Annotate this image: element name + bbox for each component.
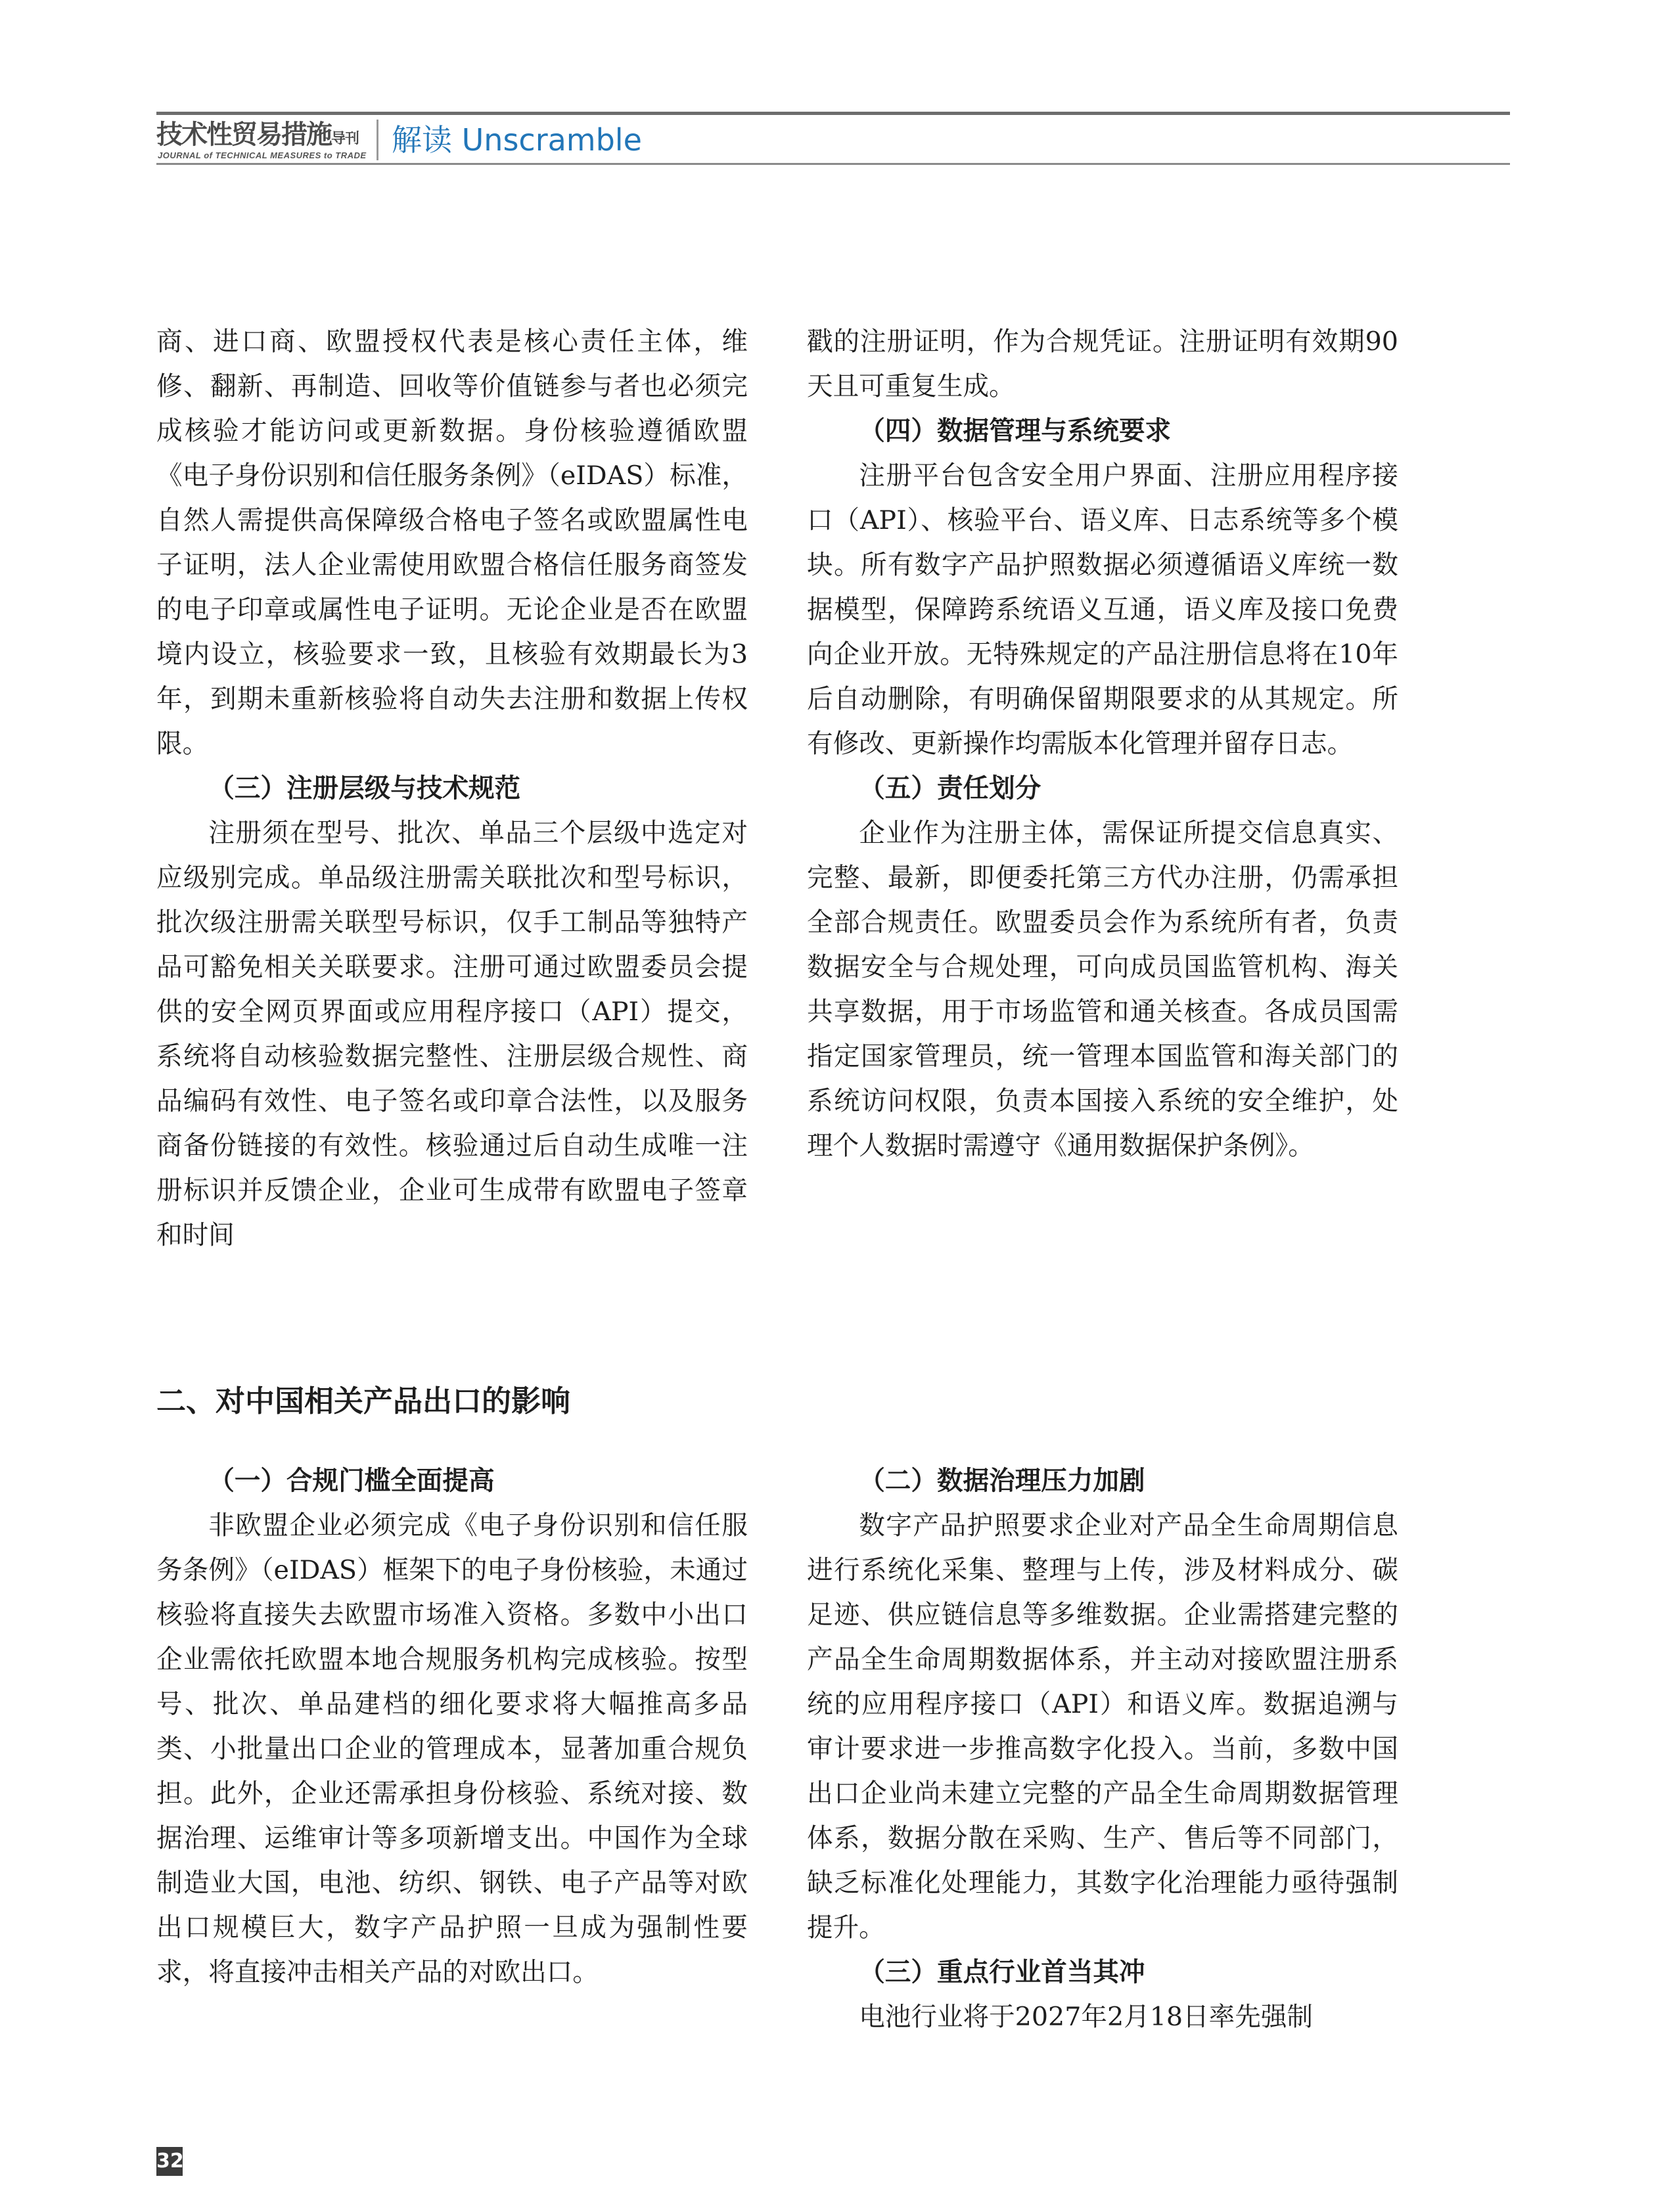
paragraph: 注册平台包含安全用户界面、注册应用程序接口（API）、核验平台、语义库、日志系统等多个模块。所有数字产品护照数据必须遵循语义库统一数据模型，保障跨系统语义互通，语义库及接口免费向企业开放。无特殊规定的产品注册信息将在10年后自动删除，有明确保留期限要求的从其规定。所有修改、更新操作均需版本化管理并留存日志。 bbox=[807, 461, 1398, 759]
page-header bbox=[156, 105, 1510, 168]
paragraph: 戳的注册证明，作为合规凭证。注册证明有效期90天且可重复生成。 bbox=[807, 327, 1398, 401]
bottom-left-column bbox=[156, 1458, 748, 1995]
paragraph: 非欧盟企业必须完成《电子身份识别和信任服务条例》（eIDAS）框架下的电子身份核验，未通过核验将直接失去欧盟市场准入资格。多数中小出口企业需依托欧盟本地合规服务机构完成核验。按型号、批次、单品建档的细化要求将大幅推高多品类、小批量出口企业的管理成本，显著加重合规负担。此外，企业还需承担身份核验、系统对接、数据治理、运维审计等多项新增支出。中国作为全球制造业大国，电池、纺织、钢铁、电子产品等对欧出口规模巨大，数字产品护照一旦成为强制性要求，将直接冲击相关产品的对欧出口。 bbox=[156, 1510, 748, 1987]
top-left-column bbox=[156, 319, 748, 1257]
subsection-heading: （五）责任划分 bbox=[859, 773, 1041, 803]
header-divider bbox=[377, 120, 378, 160]
journal-logo bbox=[156, 120, 359, 150]
journal-name: 技术性贸易措施 bbox=[156, 120, 331, 150]
header-rule-top bbox=[156, 112, 1510, 115]
page-number: 32 bbox=[156, 2147, 183, 2176]
subsection-heading: （三）重点行业首当其冲 bbox=[859, 1957, 1145, 1987]
paragraph: 注册须在型号、批次、单品三个层级中选定对应级别完成。单品级注册需关联批次和型号标识，批次级注册需关联型号标识，仅手工制品等独特产品可豁免相关关联要求。注册可通过欧盟委员会提供的安全网页界面或应用程序接口（API）提交，系统将自动核验数据完整性、注册层级合规性、商品编码有效性、电子签名或印章合法性，以及服务商备份链接的有效性。核验通过后自动生成唯一注册标识并反馈企业，企业可生成带有欧盟电子签章和时间 bbox=[156, 818, 748, 1250]
subsection-heading: （四）数据管理与系统要求 bbox=[859, 416, 1172, 446]
paragraph: 电池行业将于2027年2月18日率先强制 bbox=[859, 2002, 1313, 2032]
journal-english-name: JOURNAL of TECHNICAL MEASURES to TRADE bbox=[158, 150, 367, 160]
paragraph: 商、进口商、欧盟授权代表是核心责任主体，维修、翻新、再制造、回收等价值链参与者也必须完成核验才能访问或更新数据。身份核验遵循欧盟《电子身份识别和信任服务条例》（eIDAS）标准，自然人需提供高保障级合格电子签名或欧盟属性电子证明，法人企业需使用欧盟合格信任服务商签发的电子印章或属性电子证明。无论企业是否在欧盟境内设立，核验要求一致，且核验有效期最长为3年，到期未重新核验将自动失去注册和数据上传权限。 bbox=[156, 327, 748, 759]
section-label: 解读 Unscramble bbox=[392, 122, 642, 158]
header-rule-bottom bbox=[156, 163, 1510, 165]
subsection-heading: （三）注册层级与技术规范 bbox=[208, 773, 521, 803]
section-heading: 二、对中国相关产品出口的影响 bbox=[156, 1384, 571, 1418]
journal-suffix: 导刊 bbox=[331, 131, 359, 147]
subsection-heading: （二）数据治理压力加剧 bbox=[859, 1466, 1145, 1496]
subsection-heading: （一）合规门槛全面提高 bbox=[208, 1466, 495, 1496]
top-right-column bbox=[807, 319, 1398, 1168]
bottom-right-column bbox=[807, 1458, 1398, 2039]
paragraph: 数字产品护照要求企业对产品全生命周期信息进行系统化采集、整理与上传，涉及材料成分、碳足迹、供应链信息等多维数据。企业需搭建完整的产品全生命周期数据体系，并主动对接欧盟注册系统的应用程序接口（API）和语义库。数据追溯与审计要求进一步推高数字化投入。当前，多数中国出口企业尚未建立完整的产品全生命周期数据管理体系，数据分散在采购、生产、售后等不同部门，缺乏标准化处理能力，其数字化治理能力亟待强制提升。 bbox=[807, 1510, 1398, 1943]
paragraph: 企业作为注册主体，需保证所提交信息真实、完整、最新，即便委托第三方代办注册，仍需承担全部合规责任。欧盟委员会作为系统所有者，负责数据安全与合规处理，可向成员国监管机构、海关共享数据，用于市场监管和通关核查。各成员国需指定国家管理员，统一管理本国监管和海关部门的系统访问权限，负责本国接入系统的安全维护，处理个人数据时需遵守《通用数据保护条例》。 bbox=[807, 818, 1398, 1161]
